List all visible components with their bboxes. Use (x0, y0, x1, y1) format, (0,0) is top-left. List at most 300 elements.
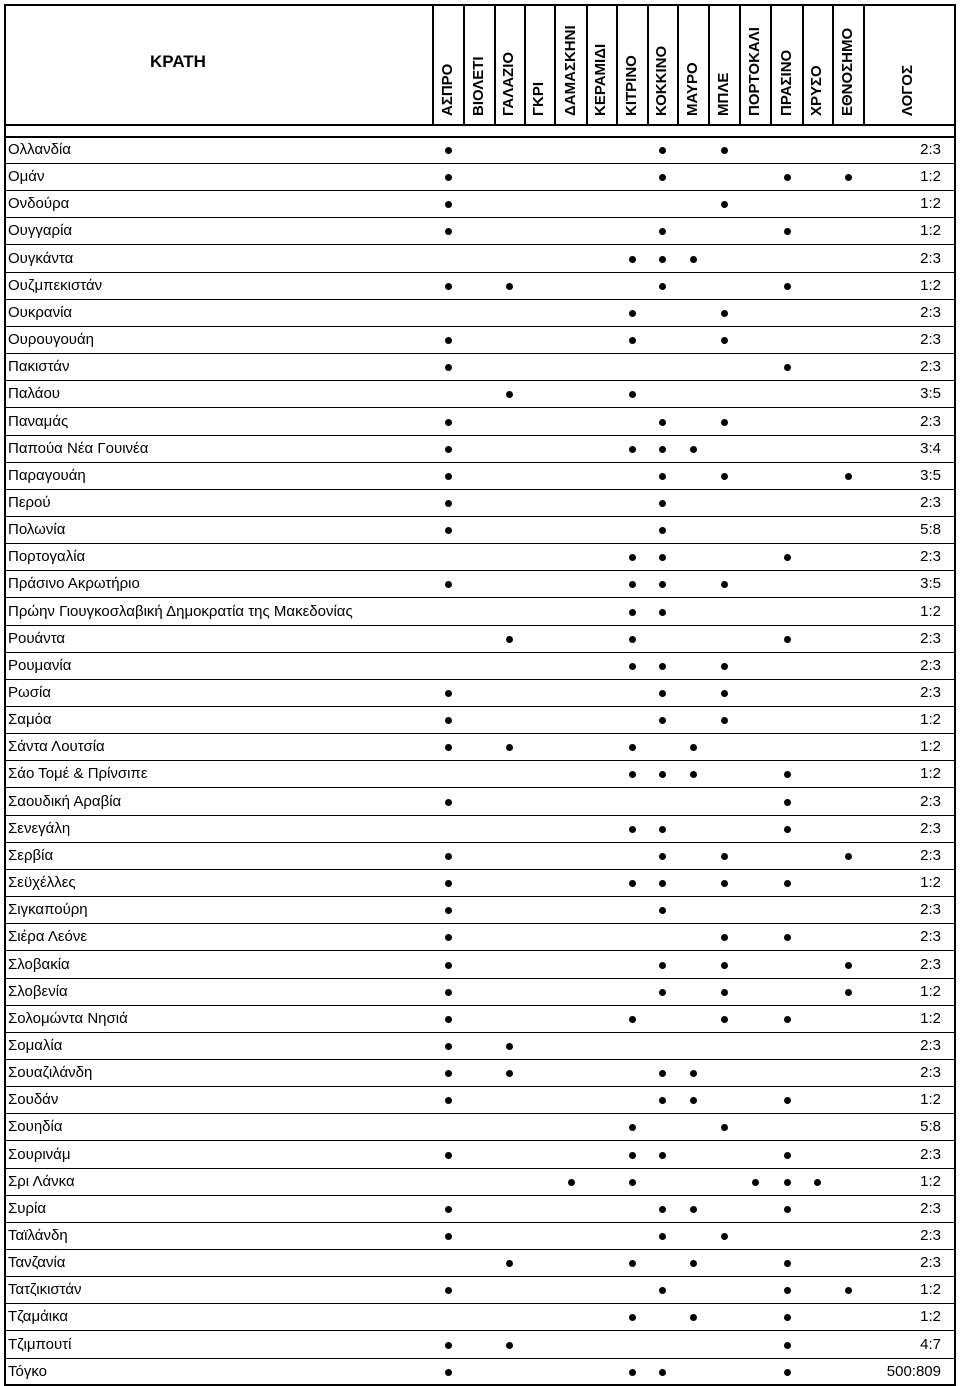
color-mark-dot (659, 853, 666, 860)
color-mark-dot (721, 690, 728, 697)
color-mark-dot (659, 500, 666, 507)
color-mark-dot (659, 663, 666, 670)
table-row (5, 436, 954, 463)
color-mark-dot (784, 799, 791, 806)
row-ratio: 1:2 (920, 982, 941, 1000)
row-country-name: Σενεγάλη (8, 819, 71, 837)
header-separator (432, 4, 434, 126)
header-separator (863, 4, 865, 126)
table-row (5, 544, 954, 571)
color-mark-dot (784, 1016, 791, 1023)
row-country-name: Πολωνία (8, 521, 66, 539)
header-col-8: ΚΟΚΚΙΝΟ (653, 45, 670, 116)
row-ratio: 2:3 (920, 1145, 941, 1163)
header-separator (524, 4, 526, 126)
row-country-name: Τόγκο (8, 1362, 48, 1380)
color-mark-dot (445, 337, 452, 344)
color-mark-dot (659, 581, 666, 588)
color-mark-dot (690, 1097, 697, 1104)
header-separator (616, 4, 618, 126)
color-mark-dot (445, 799, 452, 806)
color-mark-dot (629, 663, 636, 670)
color-mark-dot (629, 1152, 636, 1159)
row-country-name: Σομαλία (8, 1036, 63, 1054)
color-mark-dot (445, 500, 452, 507)
row-ratio: 2:3 (920, 303, 941, 321)
row-country-name: Πράσινο Ακρωτήριο (8, 575, 140, 593)
header-col-9: ΜΑΥΡΟ (684, 62, 701, 116)
color-mark-dot (506, 391, 513, 398)
color-mark-dot (721, 962, 728, 969)
table-row (5, 1169, 954, 1196)
color-mark-dot (845, 853, 852, 860)
table-row (5, 1304, 954, 1331)
row-ratio: 1:2 (920, 168, 941, 186)
color-mark-dot (721, 473, 728, 480)
row-ratio: 2:3 (920, 1227, 941, 1244)
color-mark-dot (659, 962, 666, 969)
row-country-name: Πορτογαλία (8, 548, 86, 566)
color-mark-dot (784, 1179, 791, 1186)
color-mark-dot (445, 1206, 452, 1213)
row-ratio: 1:2 (920, 1172, 941, 1190)
color-mark-dot (784, 228, 791, 235)
row-country-name: Σουαζιλάνδη (8, 1064, 93, 1082)
color-mark-dot (629, 256, 636, 263)
color-mark-dot (659, 1097, 666, 1104)
color-mark-dot (752, 1179, 759, 1186)
color-mark-dot (445, 907, 452, 914)
table-left-border (4, 4, 6, 1386)
header-states: ΚΡΑΤΗ (150, 52, 206, 71)
table-row (5, 599, 954, 626)
header-bottom-border (4, 124, 955, 126)
row-country-name: Τζιμπουτί (8, 1335, 72, 1353)
color-mark-dot (506, 1043, 513, 1050)
color-mark-dot (629, 1016, 636, 1023)
row-ratio: 1:2 (920, 738, 941, 756)
color-mark-dot (445, 174, 452, 181)
color-mark-dot (721, 201, 728, 208)
row-ratio: 2:3 (920, 141, 941, 158)
color-mark-dot (659, 717, 666, 724)
color-mark-dot (690, 1314, 697, 1321)
row-ratio: 5:8 (920, 521, 941, 539)
header-col-14: ΕΘΝΟΣΗΜΟ (839, 27, 856, 116)
color-mark-dot (659, 609, 666, 616)
row-ratio: 1:2 (920, 1281, 941, 1299)
row-country-name: Πρώην Γιουγκοσλαβική Δημοκρατία της Μακεδονίας (8, 602, 353, 620)
table-row (5, 164, 954, 191)
table-row (5, 1114, 954, 1141)
color-mark-dot (629, 771, 636, 778)
row-ratio: 2:3 (920, 819, 941, 837)
color-mark-dot (629, 744, 636, 751)
table-row (5, 707, 954, 734)
color-mark-dot (659, 1233, 666, 1240)
color-mark-dot (721, 147, 728, 154)
color-mark-dot (784, 1260, 791, 1267)
row-ratio: 2:3 (920, 1254, 941, 1272)
table-row (5, 1033, 954, 1060)
color-mark-dot (784, 554, 791, 561)
color-mark-dot (784, 1314, 791, 1321)
color-mark-dot (659, 147, 666, 154)
color-mark-dot (659, 690, 666, 697)
color-mark-dot (784, 636, 791, 643)
row-ratio: 1:2 (920, 195, 941, 213)
color-mark-dot (445, 1070, 452, 1077)
color-mark-dot (445, 1233, 452, 1240)
color-mark-dot (445, 283, 452, 290)
color-mark-dot (445, 1287, 452, 1294)
color-mark-dot (721, 337, 728, 344)
row-country-name: Σουηδία (8, 1118, 63, 1136)
row-country-name: Παπούα Νέα Γουινέα (8, 439, 149, 457)
row-ratio: 2:3 (920, 955, 941, 973)
table-row (5, 1332, 954, 1359)
color-mark-dot (445, 147, 452, 154)
row-ratio: 1:2 (920, 1308, 941, 1326)
row-country-name: Συρία (8, 1199, 47, 1217)
color-mark-dot (506, 1342, 513, 1349)
table-row (5, 1006, 954, 1033)
color-mark-dot (659, 256, 666, 263)
table-top-border (4, 4, 955, 6)
color-mark-dot (721, 1124, 728, 1131)
row-ratio: 2:3 (920, 846, 941, 864)
header-separator (708, 4, 710, 126)
row-ratio: 2:3 (920, 684, 941, 701)
row-ratio: 2:3 (920, 249, 941, 267)
row-country-name: Ουζμπεκιστάν (8, 276, 103, 294)
color-mark-dot (629, 1124, 636, 1131)
row-ratio: 2:3 (920, 331, 941, 349)
color-mark-dot (690, 1206, 697, 1213)
row-country-name: Σουρινάμ (8, 1145, 71, 1163)
table-row (5, 354, 954, 381)
row-country-name: Τατζικιστάν (8, 1281, 82, 1299)
color-mark-dot (721, 1016, 728, 1023)
table-row (5, 734, 954, 761)
color-mark-dot (445, 962, 452, 969)
color-mark-dot (784, 880, 791, 887)
color-mark-dot (629, 1369, 636, 1376)
row-country-name: Σεϋχέλλες (8, 874, 76, 892)
row-country-name: Τζαμάικα (8, 1308, 69, 1326)
row-ratio: 2:3 (920, 1036, 941, 1054)
header-ratio: ΛΟΓΟΣ (899, 65, 916, 116)
color-mark-dot (659, 228, 666, 235)
color-mark-dot (445, 989, 452, 996)
color-mark-dot (506, 636, 513, 643)
color-mark-dot (721, 581, 728, 588)
color-mark-dot (845, 174, 852, 181)
color-mark-dot (445, 1369, 452, 1376)
color-mark-dot (445, 690, 452, 697)
color-mark-dot (445, 744, 452, 751)
color-mark-dot (445, 853, 452, 860)
table-row (5, 246, 954, 273)
color-mark-dot (845, 989, 852, 996)
color-mark-dot (629, 446, 636, 453)
row-ratio: 3:5 (920, 575, 941, 593)
color-mark-dot (784, 934, 791, 941)
row-ratio: 1:2 (920, 222, 941, 240)
row-country-name: Σαμόα (8, 711, 52, 729)
header-separator (554, 4, 556, 126)
row-country-name: Σλοβακία (8, 955, 70, 973)
table-row (5, 761, 954, 788)
color-mark-dot (659, 283, 666, 290)
table-row (5, 1359, 954, 1386)
color-mark-dot (845, 473, 852, 480)
color-mark-dot (721, 853, 728, 860)
row-country-name: Ομάν (8, 168, 45, 186)
row-ratio: 2:3 (920, 629, 941, 647)
row-country-name: Σιγκαπούρη (8, 901, 88, 919)
row-country-name: Ονδούρα (8, 195, 70, 213)
row-country-name: Σάο Τομέ & Πρίνσιπε (8, 765, 148, 783)
table-row (5, 952, 954, 979)
table-row (5, 1250, 954, 1277)
color-mark-dot (690, 1070, 697, 1077)
color-mark-dot (784, 174, 791, 181)
color-mark-dot (784, 364, 791, 371)
row-ratio: 2:3 (920, 358, 941, 376)
table-row (5, 626, 954, 653)
color-mark-dot (659, 826, 666, 833)
header-col-10: ΜΠΛΕ (715, 72, 732, 116)
color-mark-dot (445, 1043, 452, 1050)
color-mark-dot (629, 337, 636, 344)
color-mark-dot (629, 1179, 636, 1186)
color-mark-dot (445, 446, 452, 453)
color-mark-dot (721, 880, 728, 887)
row-country-name: Περού (8, 493, 51, 511)
row-country-name: Παναμάς (8, 412, 69, 430)
color-mark-dot (629, 826, 636, 833)
color-mark-dot (629, 310, 636, 317)
color-mark-dot (659, 989, 666, 996)
header-col-2: ΒΙΟΛΕΤΙ (470, 56, 487, 116)
row-ratio: 3:5 (920, 466, 941, 484)
color-mark-dot (690, 771, 697, 778)
color-mark-dot (659, 880, 666, 887)
row-ratio: 3:5 (920, 385, 941, 403)
color-mark-dot (784, 1152, 791, 1159)
color-mark-dot (445, 1152, 452, 1159)
table-row (5, 300, 954, 327)
header-separator (770, 4, 772, 126)
color-mark-dot (784, 283, 791, 290)
row-country-name: Ρουμανία (8, 656, 72, 674)
header-col-13: ΧΡΥΣΟ (808, 65, 825, 116)
row-country-name: Σιέρα Λεόνε (8, 928, 88, 946)
color-mark-dot (629, 609, 636, 616)
color-mark-dot (721, 663, 728, 670)
header-col-4: ΓΚΡΙ (530, 81, 547, 116)
color-mark-dot (784, 1369, 791, 1376)
row-country-name: Πακιστάν (8, 358, 70, 376)
row-ratio: 1:2 (920, 276, 941, 294)
table-row (5, 1087, 954, 1114)
color-mark-dot (659, 554, 666, 561)
color-mark-dot (721, 989, 728, 996)
table-row (5, 409, 954, 436)
row-country-name: Σουδάν (8, 1091, 59, 1109)
color-mark-dot (690, 256, 697, 263)
header-col-5: ΔΑΜΑΣΚΗΝΙ (562, 25, 579, 116)
color-mark-dot (721, 419, 728, 426)
table-row (5, 1223, 954, 1250)
row-ratio: 500:809 (886, 1362, 941, 1380)
table-row (5, 381, 954, 408)
color-mark-dot (784, 1206, 791, 1213)
color-mark-dot (659, 1152, 666, 1159)
row-country-name: Σρι Λάνκα (8, 1172, 75, 1190)
color-mark-dot (445, 228, 452, 235)
color-mark-dot (721, 934, 728, 941)
row-country-name: Ρουάντα (8, 629, 66, 647)
row-ratio: 2:3 (920, 412, 941, 430)
header-separator (463, 4, 465, 126)
header-col-12: ΠΡΑΣΙΝΟ (778, 49, 795, 116)
color-mark-dot (659, 1287, 666, 1294)
table-row (5, 924, 954, 951)
row-ratio: 1:2 (920, 1009, 941, 1027)
row-country-name: Τανζανία (8, 1254, 66, 1272)
table-row (5, 1277, 954, 1304)
color-mark-dot (845, 1287, 852, 1294)
row-ratio: 5:8 (920, 1118, 941, 1136)
row-country-name: Σαουδική Αραβία (8, 792, 122, 810)
color-mark-dot (659, 907, 666, 914)
color-mark-dot (659, 771, 666, 778)
table-row (5, 1142, 954, 1169)
color-mark-dot (659, 1070, 666, 1077)
color-mark-dot (690, 744, 697, 751)
row-country-name: Ταϊλάνδη (8, 1227, 68, 1244)
header-col-3: ΓΑΛΑΖΙΟ (500, 51, 517, 116)
body-top-border (4, 136, 955, 138)
header-separator (494, 4, 496, 126)
color-mark-dot (445, 527, 452, 534)
color-mark-dot (659, 174, 666, 181)
color-mark-dot (721, 310, 728, 317)
color-mark-dot (659, 473, 666, 480)
color-mark-dot (659, 1206, 666, 1213)
table-row (5, 843, 954, 870)
table-row (5, 870, 954, 897)
header-separator (647, 4, 649, 126)
color-mark-dot (629, 1314, 636, 1321)
row-ratio: 1:2 (920, 765, 941, 783)
table-row (5, 680, 954, 707)
table-row (5, 1060, 954, 1087)
table-row (5, 218, 954, 245)
color-mark-dot (445, 473, 452, 480)
color-mark-dot (845, 962, 852, 969)
table-row (5, 273, 954, 300)
row-ratio: 2:3 (920, 656, 941, 674)
color-mark-dot (784, 1342, 791, 1349)
row-ratio: 2:3 (920, 1199, 941, 1217)
table-row (5, 517, 954, 544)
header-separator (586, 4, 588, 126)
header-separator (832, 4, 834, 126)
color-mark-dot (784, 826, 791, 833)
row-country-name: Παλάου (8, 385, 60, 403)
color-mark-dot (784, 1287, 791, 1294)
color-mark-dot (814, 1179, 821, 1186)
header-col-7: ΚΙΤΡΙΝΟ (623, 55, 640, 116)
color-mark-dot (445, 1016, 452, 1023)
color-mark-dot (445, 201, 452, 208)
color-mark-dot (690, 446, 697, 453)
header-separator (802, 4, 804, 126)
color-mark-dot (568, 1179, 575, 1186)
color-mark-dot (629, 636, 636, 643)
color-mark-dot (445, 1097, 452, 1104)
row-country-name: Παραγουάη (8, 466, 86, 484)
row-country-name: Σολομώντα Νησιά (8, 1009, 128, 1027)
table-row (5, 137, 954, 164)
color-mark-dot (445, 717, 452, 724)
row-country-name: Ουκρανία (8, 303, 73, 321)
row-country-name: Ουρουγουάη (8, 331, 95, 349)
row-ratio: 2:3 (920, 493, 941, 511)
row-country-name: Ουγκάντα (8, 249, 74, 267)
row-country-name: Σερβία (8, 846, 54, 864)
color-mark-dot (445, 419, 452, 426)
row-ratio: 3:4 (920, 439, 941, 457)
table-right-border (954, 4, 956, 1386)
header-separator (739, 4, 741, 126)
color-mark-dot (506, 283, 513, 290)
color-mark-dot (506, 744, 513, 751)
color-mark-dot (506, 1070, 513, 1077)
header-separator (677, 4, 679, 126)
row-ratio: 2:3 (920, 1064, 941, 1082)
row-ratio: 4:7 (920, 1335, 941, 1353)
color-mark-dot (445, 581, 452, 588)
table-row (5, 897, 954, 924)
color-mark-dot (659, 1369, 666, 1376)
color-mark-dot (445, 934, 452, 941)
row-ratio: 1:2 (920, 602, 941, 620)
row-country-name: Ολλανδία (8, 141, 71, 158)
row-ratio: 1:2 (920, 1091, 941, 1109)
row-ratio: 2:3 (920, 792, 941, 810)
color-mark-dot (659, 419, 666, 426)
table-row (5, 653, 954, 680)
table-row (5, 490, 954, 517)
header-col-11: ΠΟΡΤΟΚΑΛΙ (746, 27, 763, 116)
color-mark-dot (629, 1260, 636, 1267)
row-ratio: 1:2 (920, 874, 941, 892)
color-mark-dot (445, 880, 452, 887)
color-mark-dot (690, 1260, 697, 1267)
table-row (5, 979, 954, 1006)
row-ratio: 2:3 (920, 901, 941, 919)
table-row (5, 816, 954, 843)
color-mark-dot (629, 391, 636, 398)
table-row (5, 191, 954, 218)
row-country-name: Ουγγαρία (8, 222, 73, 240)
table-row (5, 327, 954, 354)
color-mark-dot (784, 1097, 791, 1104)
